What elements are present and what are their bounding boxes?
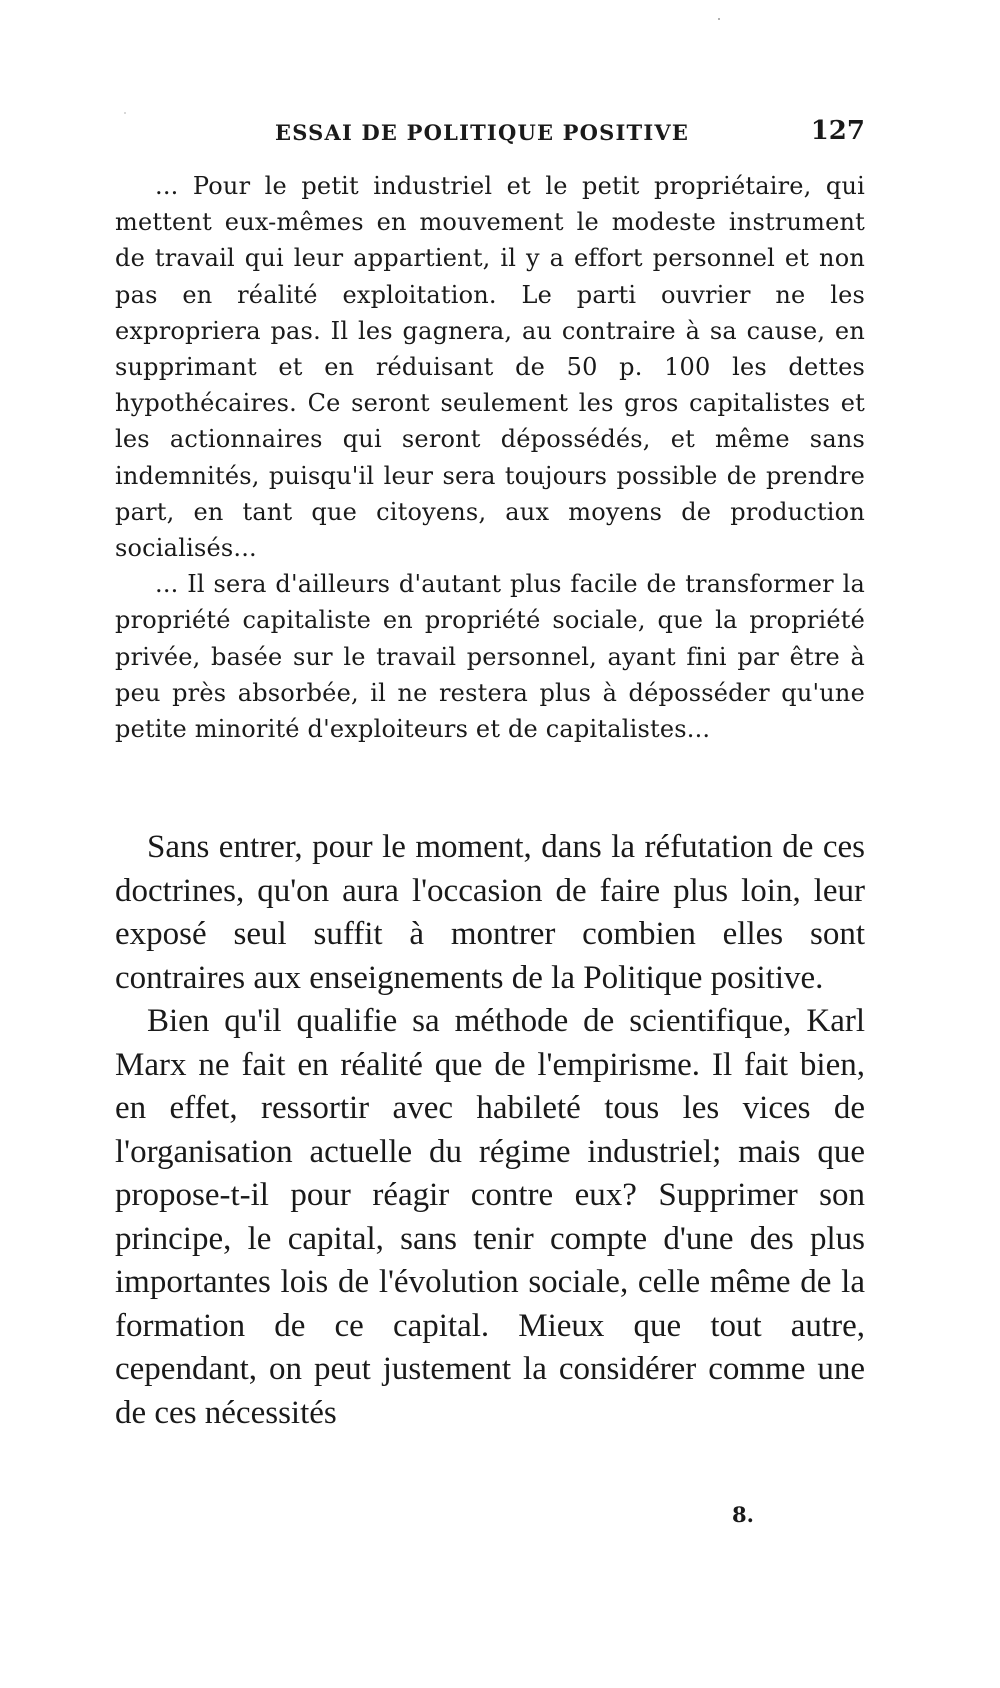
running-title: ESSAI DE POLITIQUE POSITIVE [275,120,690,145]
body-paragraph: Bien qu'il qualifie sa méthode de scientifique, Karl Marx ne fait en réalité que de l'empirisme. Il fait bien, en effet, ressortir avec habileté tous les vices de l'organisation actuelle du régime industriel; mais que propose-t-il pour réagir contre eux? Supprimer son principe, le capital, sans tenir compte d'une des plus importantes lois de l'évolution sociale, celle même de la formation de ce capital. Mieux que tout autre, cependant, on peut justement la considérer comme une de ces nécessités [115,1003,865,1431]
quote-paragraph: ... Il sera d'ailleurs d'autant plus facile de transformer la propriété capitaliste en propriété sociale, que la propriété privée, basée sur le travail personnel, ayant fini par être à peu près absorbée, il ne restera plus à déposséder qu'une petite minorité d'exploiteurs et de capitalistes... [115,570,865,744]
page-number: 127 [810,116,865,146]
signature-mark: 8. [732,1502,754,1527]
quotation-block [115,168,865,747]
body-text [115,826,865,1435]
running-head [115,116,865,150]
body-paragraph: Sans entrer, pour le moment, dans la réfutation de ces doctrines, qu'on aura l'occasion de faire plus loin, leur exposé seul suffit à montrer combien elles sont contraires aux enseignements de la Politique positive. [115,829,865,996]
paper-speck [124,112,126,114]
quote-paragraph: ... Pour le petit industriel et le petit propriétaire, qui mettent eux-mêmes en mouvement le modeste instrument de travail qui leur appartient, il y a effort personnel et non pas en réalité exploitation. Le parti ouvrier ne les expropriera pas. Il les gagnera, au contraire à sa cause, en supprimant et en réduisant de 50 p. 100 les dettes hypothécaires. Ce seront seulement les gros capitalistes et les actionnaires qui seront dépossédés, et même sans indemnités, puisqu'il leur sera toujours possible de prendre part, en tant que citoyens, aux moyens de production socialisés... [115,172,865,563]
paper-speck [718,18,720,20]
